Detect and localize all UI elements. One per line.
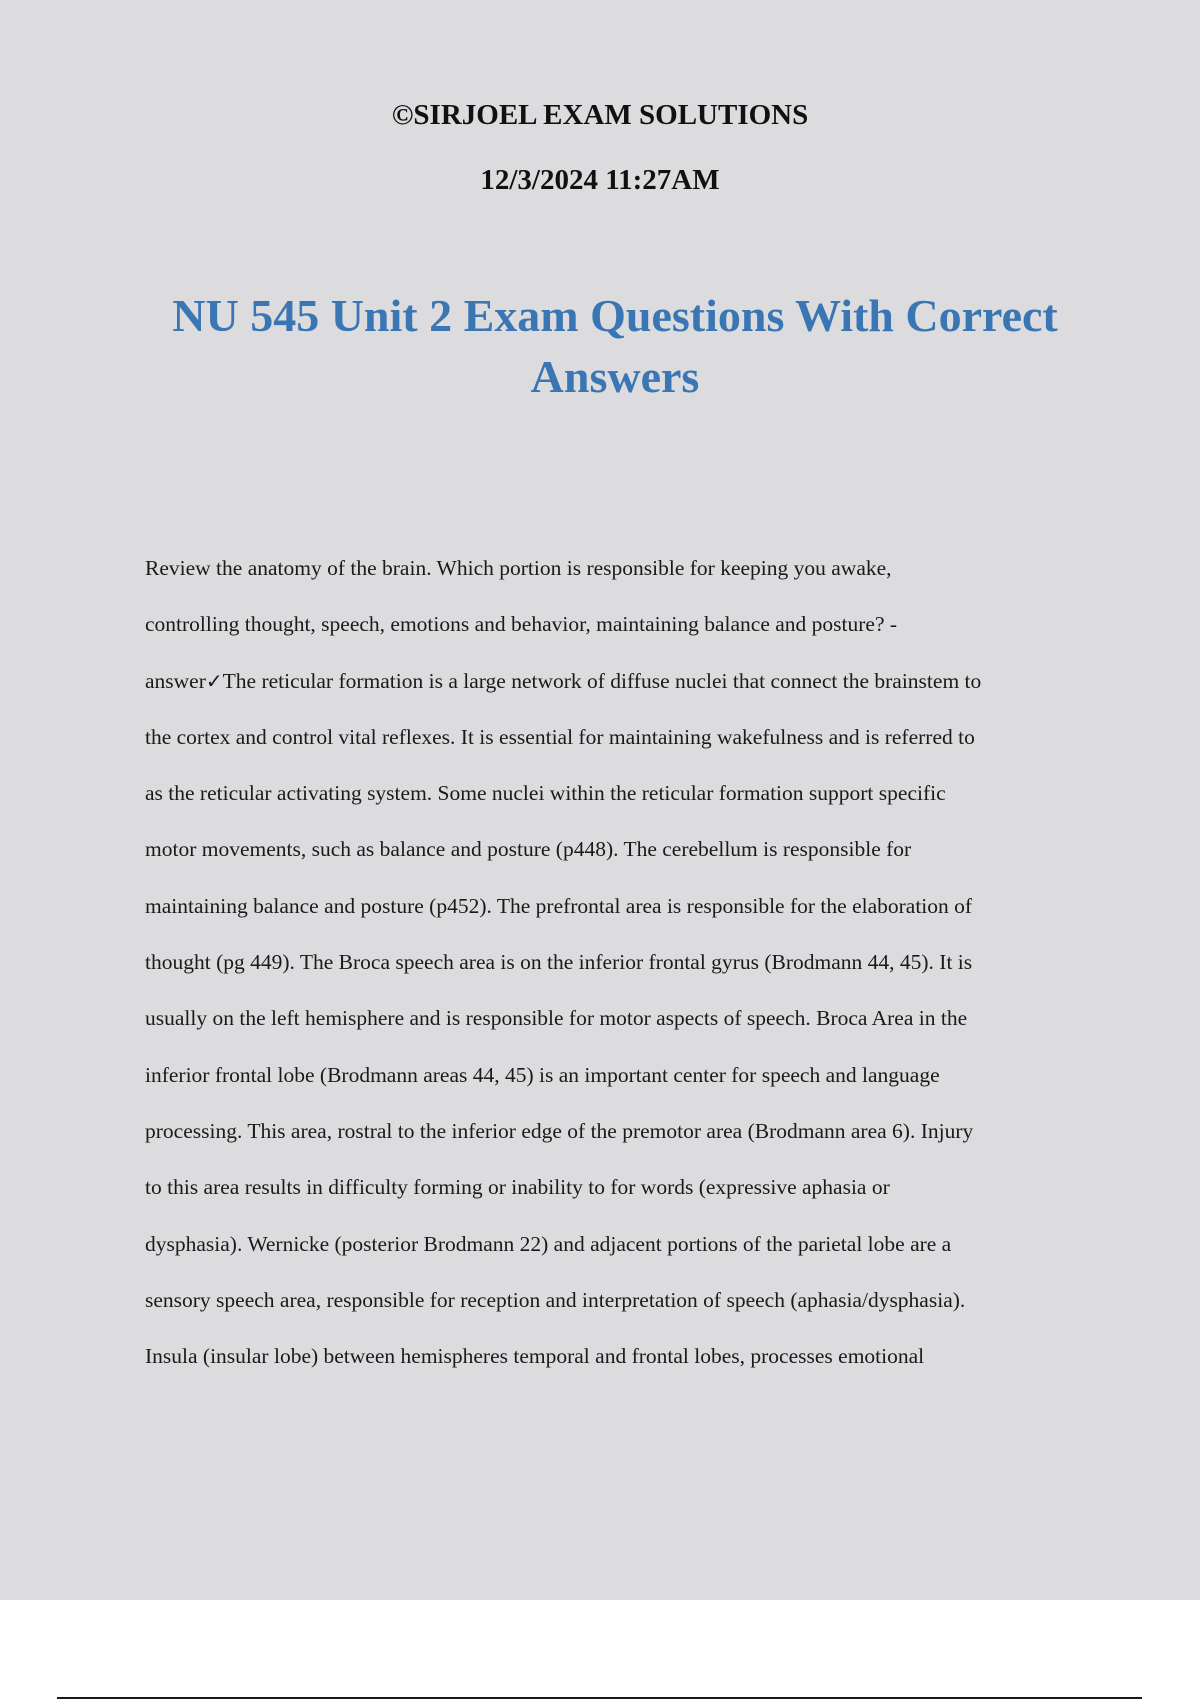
footer-divider (57, 1697, 1142, 1699)
answer-line: dysphasia). Wernicke (posterior Brodmann 22) and adjacent portions of the parietal lobe are a (145, 1231, 952, 1256)
answer-label: answer (145, 668, 206, 693)
header-datetime: 12/3/2024 11:27AM (480, 164, 720, 196)
answer-line: motor movements, such as balance and posture (p448). The cerebellum is responsible for (145, 837, 912, 862)
answer-line: the cortex and control vital reflexes. It is essential for maintaining wakefulness and is referred to (145, 724, 975, 749)
document-title: NU 545 Unit 2 Exam Questions With Correct Answers (172, 290, 1058, 402)
answer-line: maintaining balance and posture (p452). The prefrontal area is responsible for the elaboration of (145, 893, 973, 918)
question-line-2: controlling thought, speech, emotions and behavior, maintaining balance and posture? - (145, 612, 898, 637)
header-company: ©SIRJOEL EXAM SOLUTIONS (391, 99, 809, 131)
answer-line: Insula (insular lobe) between hemispheres temporal and frontal lobes, processes emotional (145, 1344, 925, 1369)
answer-line: to this area results in difficulty forming or inability to for words (expressive aphasia or (145, 1175, 890, 1200)
answer-line: sensory speech area, responsible for reception and interpretation of speech (aphasia/dysphasia). (145, 1287, 966, 1312)
answer-line: thought (pg 449). The Broca speech area is on the inferior frontal gyrus (Brodmann 44, 45). It is (145, 950, 973, 975)
question-answer-block (145, 540, 1100, 1384)
answer-line-1-text: The reticular formation is a large network of diffuse nuclei that connect the brainstem to (222, 668, 982, 693)
question-line-1: Review the anatomy of the brain. Which portion is responsible for keeping you awake, (145, 556, 892, 580)
answer-line: inferior frontal lobe (Brodmann areas 44, 45) is an important center for speech and language (145, 1062, 940, 1087)
answer-line: processing. This area, rostral to the inferior edge of the premotor area (Brodmann area 6). Injury (145, 1118, 974, 1143)
check-mark-icon: ✓ (205, 668, 223, 693)
answer-line: as the reticular activating system. Some nuclei within the reticular formation support specific (145, 781, 946, 806)
answer-line-1 (145, 653, 1100, 709)
answer-line: usually on the left hemisphere and is responsible for motor aspects of speech. Broca Area in the (145, 1006, 968, 1031)
